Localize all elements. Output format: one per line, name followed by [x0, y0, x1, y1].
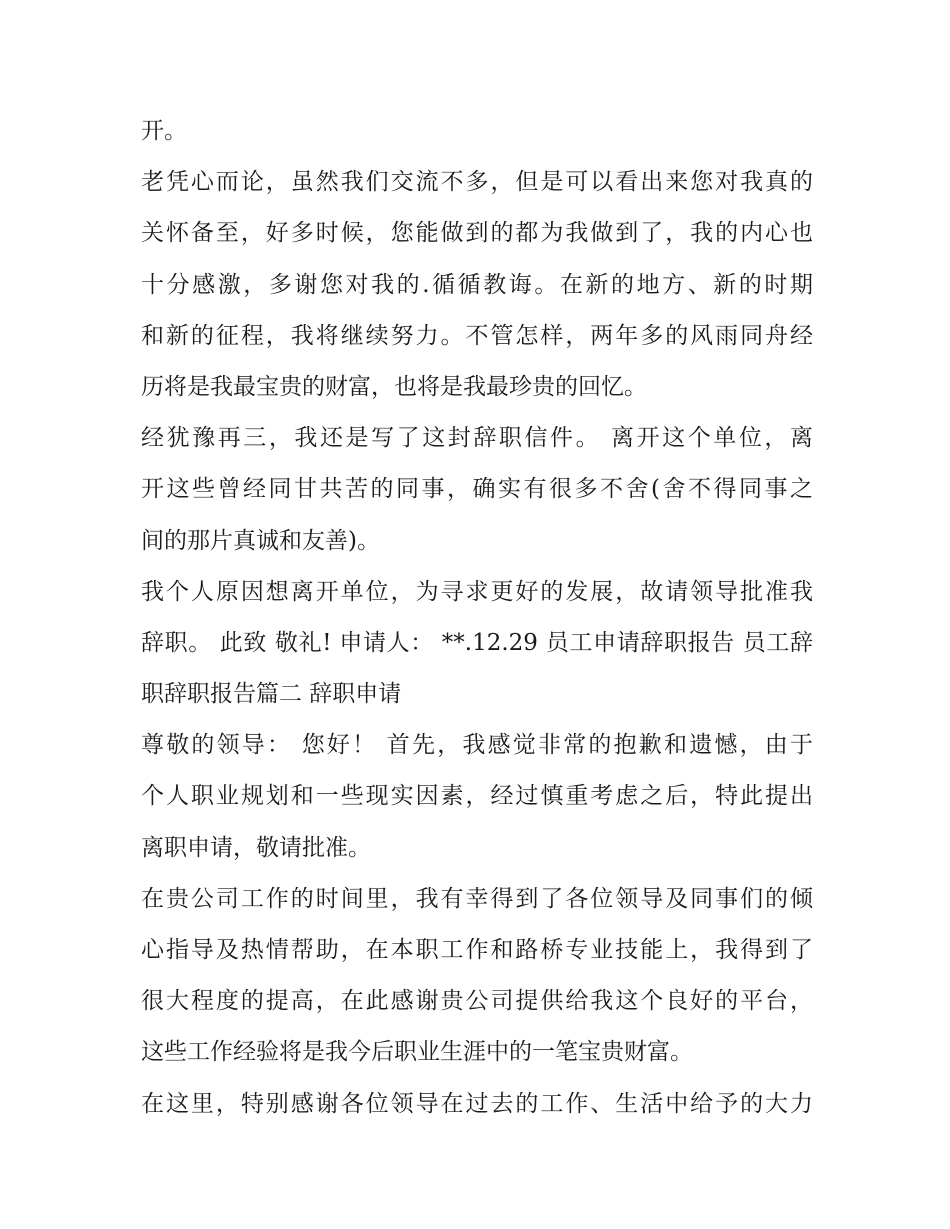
text-line: 很大程度的提高，在此感谢贵公司提供给我这个良好的平台， [141, 988, 813, 1015]
text-line: 在这里，特别感谢各位领导在过去的工作、生活中给予的大力 [141, 1090, 813, 1117]
text-line: 开。 [141, 118, 187, 144]
text-line: 我个人原因想离开单位，为寻求更好的发展，故请领导批准我 [141, 578, 813, 605]
text-line: 职辞职报告篇二 辞职申请 [141, 681, 402, 708]
text-line: 尊敬的领导： 您好！ 首先，我感觉非常的抱歉和遗憾，由于 [141, 732, 813, 759]
text-line: 个人职业规划和一些现实因素，经过慎重考虑之后，特此提出 [141, 783, 813, 810]
text-line: 在贵公司工作的时间里，我有幸得到了各位领导及同事们的倾 [141, 885, 813, 912]
text-line: 经犹豫再三，我还是写了这封辞职信件。 离开这个单位，离 [141, 425, 813, 452]
text-line: 和新的征程，我将继续努力。不管怎样，两年多的风雨同舟经 [141, 322, 813, 349]
text-line: 心指导及热情帮助，在本职工作和路桥专业技能上，我得到了 [141, 937, 813, 963]
text-line: 十分感激，多谢您对我的.循循教诲。在新的地方、新的时期 [141, 271, 813, 298]
text-line: 这些工作经验将是我今后职业生涯中的一笔宝贵财富。 [141, 1039, 693, 1066]
text-line: 辞职。 此致 敬礼! 申请人： **.12.29 员工申请辞职报告 员工辞 [141, 629, 813, 656]
text-line: 关怀备至，好多时候，您能做到的都为我做到了，我的内心也 [141, 220, 813, 247]
text-line: 老凭心而论，虽然我们交流不多，但是可以看出来您对我真的 [141, 169, 813, 196]
text-line: 开这些曾经同甘共苦的同事，确实有很多不舍(舍不得同事之 [141, 476, 813, 503]
text-line: 离职申请，敬请批准。 [141, 834, 371, 861]
text-line: 间的那片真诚和友善)。 [141, 527, 380, 554]
document-body [141, 106, 813, 1130]
text-line: 历将是我最宝贵的财富，也将是我最珍贵的回忆。 [141, 373, 647, 400]
